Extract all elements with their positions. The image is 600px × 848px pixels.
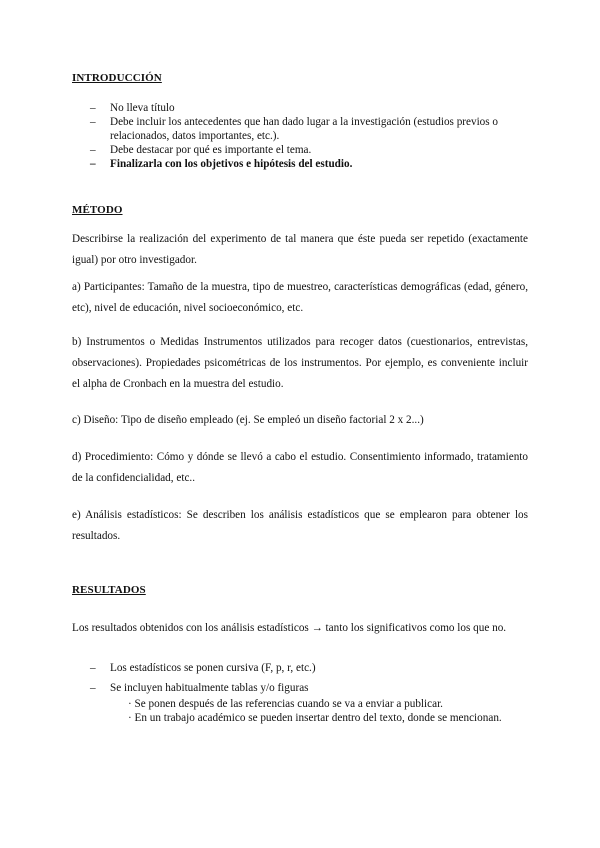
list-item-text: No lleva título — [110, 102, 175, 114]
method-heading: MÉTODO — [72, 204, 123, 216]
dash-bullet: – — [90, 682, 96, 694]
method-intro: Describirse la realización del experimento de tal manera que éste pueda ser repetido (exactamente igual) por otro investigador. — [72, 233, 528, 266]
results-sublist — [128, 697, 508, 725]
dash-bullet: – — [90, 158, 96, 170]
list-item — [72, 143, 532, 157]
method-participants: a) Participantes: Tamaño de la muestra, tipo de muestreo, características demográficas (edad, género, etc), nivel de educación, nivel socioeconómico, etc. — [72, 281, 528, 314]
list-item — [72, 101, 532, 115]
method-instruments: b) Instrumentos o Medidas Instrumentos utilizados para recoger datos (cuestionarios, entrevistas, observaciones). Propiedades psicométricas de los instrumentos. Por ejemplo, es conveniente incluir el alpha de Cronbach en la muestra del estudio. — [72, 336, 528, 390]
method-procedure: d) Procedimiento: Cómo y dónde se llevó a cabo el estudio. Consentimiento informado, tratamiento de la confidencialidad, etc.. — [72, 451, 528, 484]
dash-bullet: – — [90, 144, 96, 156]
list-item-text: Los estadísticos se ponen cursiva (F, p, r, etc.) — [110, 662, 316, 674]
results-intro: Los resultados obtenidos con los análisis estadísticos → tanto los significativos como los que no. — [72, 622, 507, 634]
list-item-text: Debe destacar por qué es importante el tema. — [110, 144, 312, 156]
intro-list — [72, 101, 532, 171]
method-analysis: e) Análisis estadísticos: Se describen los análisis estadísticos que se emplearon para obtener los resultados. — [72, 509, 528, 542]
method-design: c) Diseño: Tipo de diseño empleado (ej. Se empleó un diseño factorial 2 x 2...) — [72, 414, 424, 426]
list-item — [72, 115, 532, 143]
list-item-text: Debe incluir los antecedentes que han dado lugar a la investigación (estudios previos o relacionados, datos importantes, etc.). — [110, 116, 499, 142]
list-item-text: Finalizarla con los objetivos e hipótesis del estudio. — [110, 158, 353, 170]
dash-bullet: – — [90, 116, 96, 128]
list-item — [72, 157, 532, 171]
list-item — [72, 658, 532, 678]
dash-bullet: – — [90, 662, 96, 674]
results-heading: RESULTADOS — [72, 584, 146, 596]
sub-list-item: · Se ponen después de las referencias cuando se va a enviar a publicar. — [128, 698, 443, 710]
intro-heading: INTRODUCCIÓN — [72, 72, 162, 84]
dash-bullet: – — [90, 102, 96, 114]
results-list — [72, 658, 532, 698]
list-item-text: Se incluyen habitualmente tablas y/o figuras — [110, 682, 309, 694]
sub-list-item: · En un trabajo académico se pueden insertar dentro del texto, donde se mencionan. — [128, 712, 502, 724]
list-item — [72, 678, 532, 698]
